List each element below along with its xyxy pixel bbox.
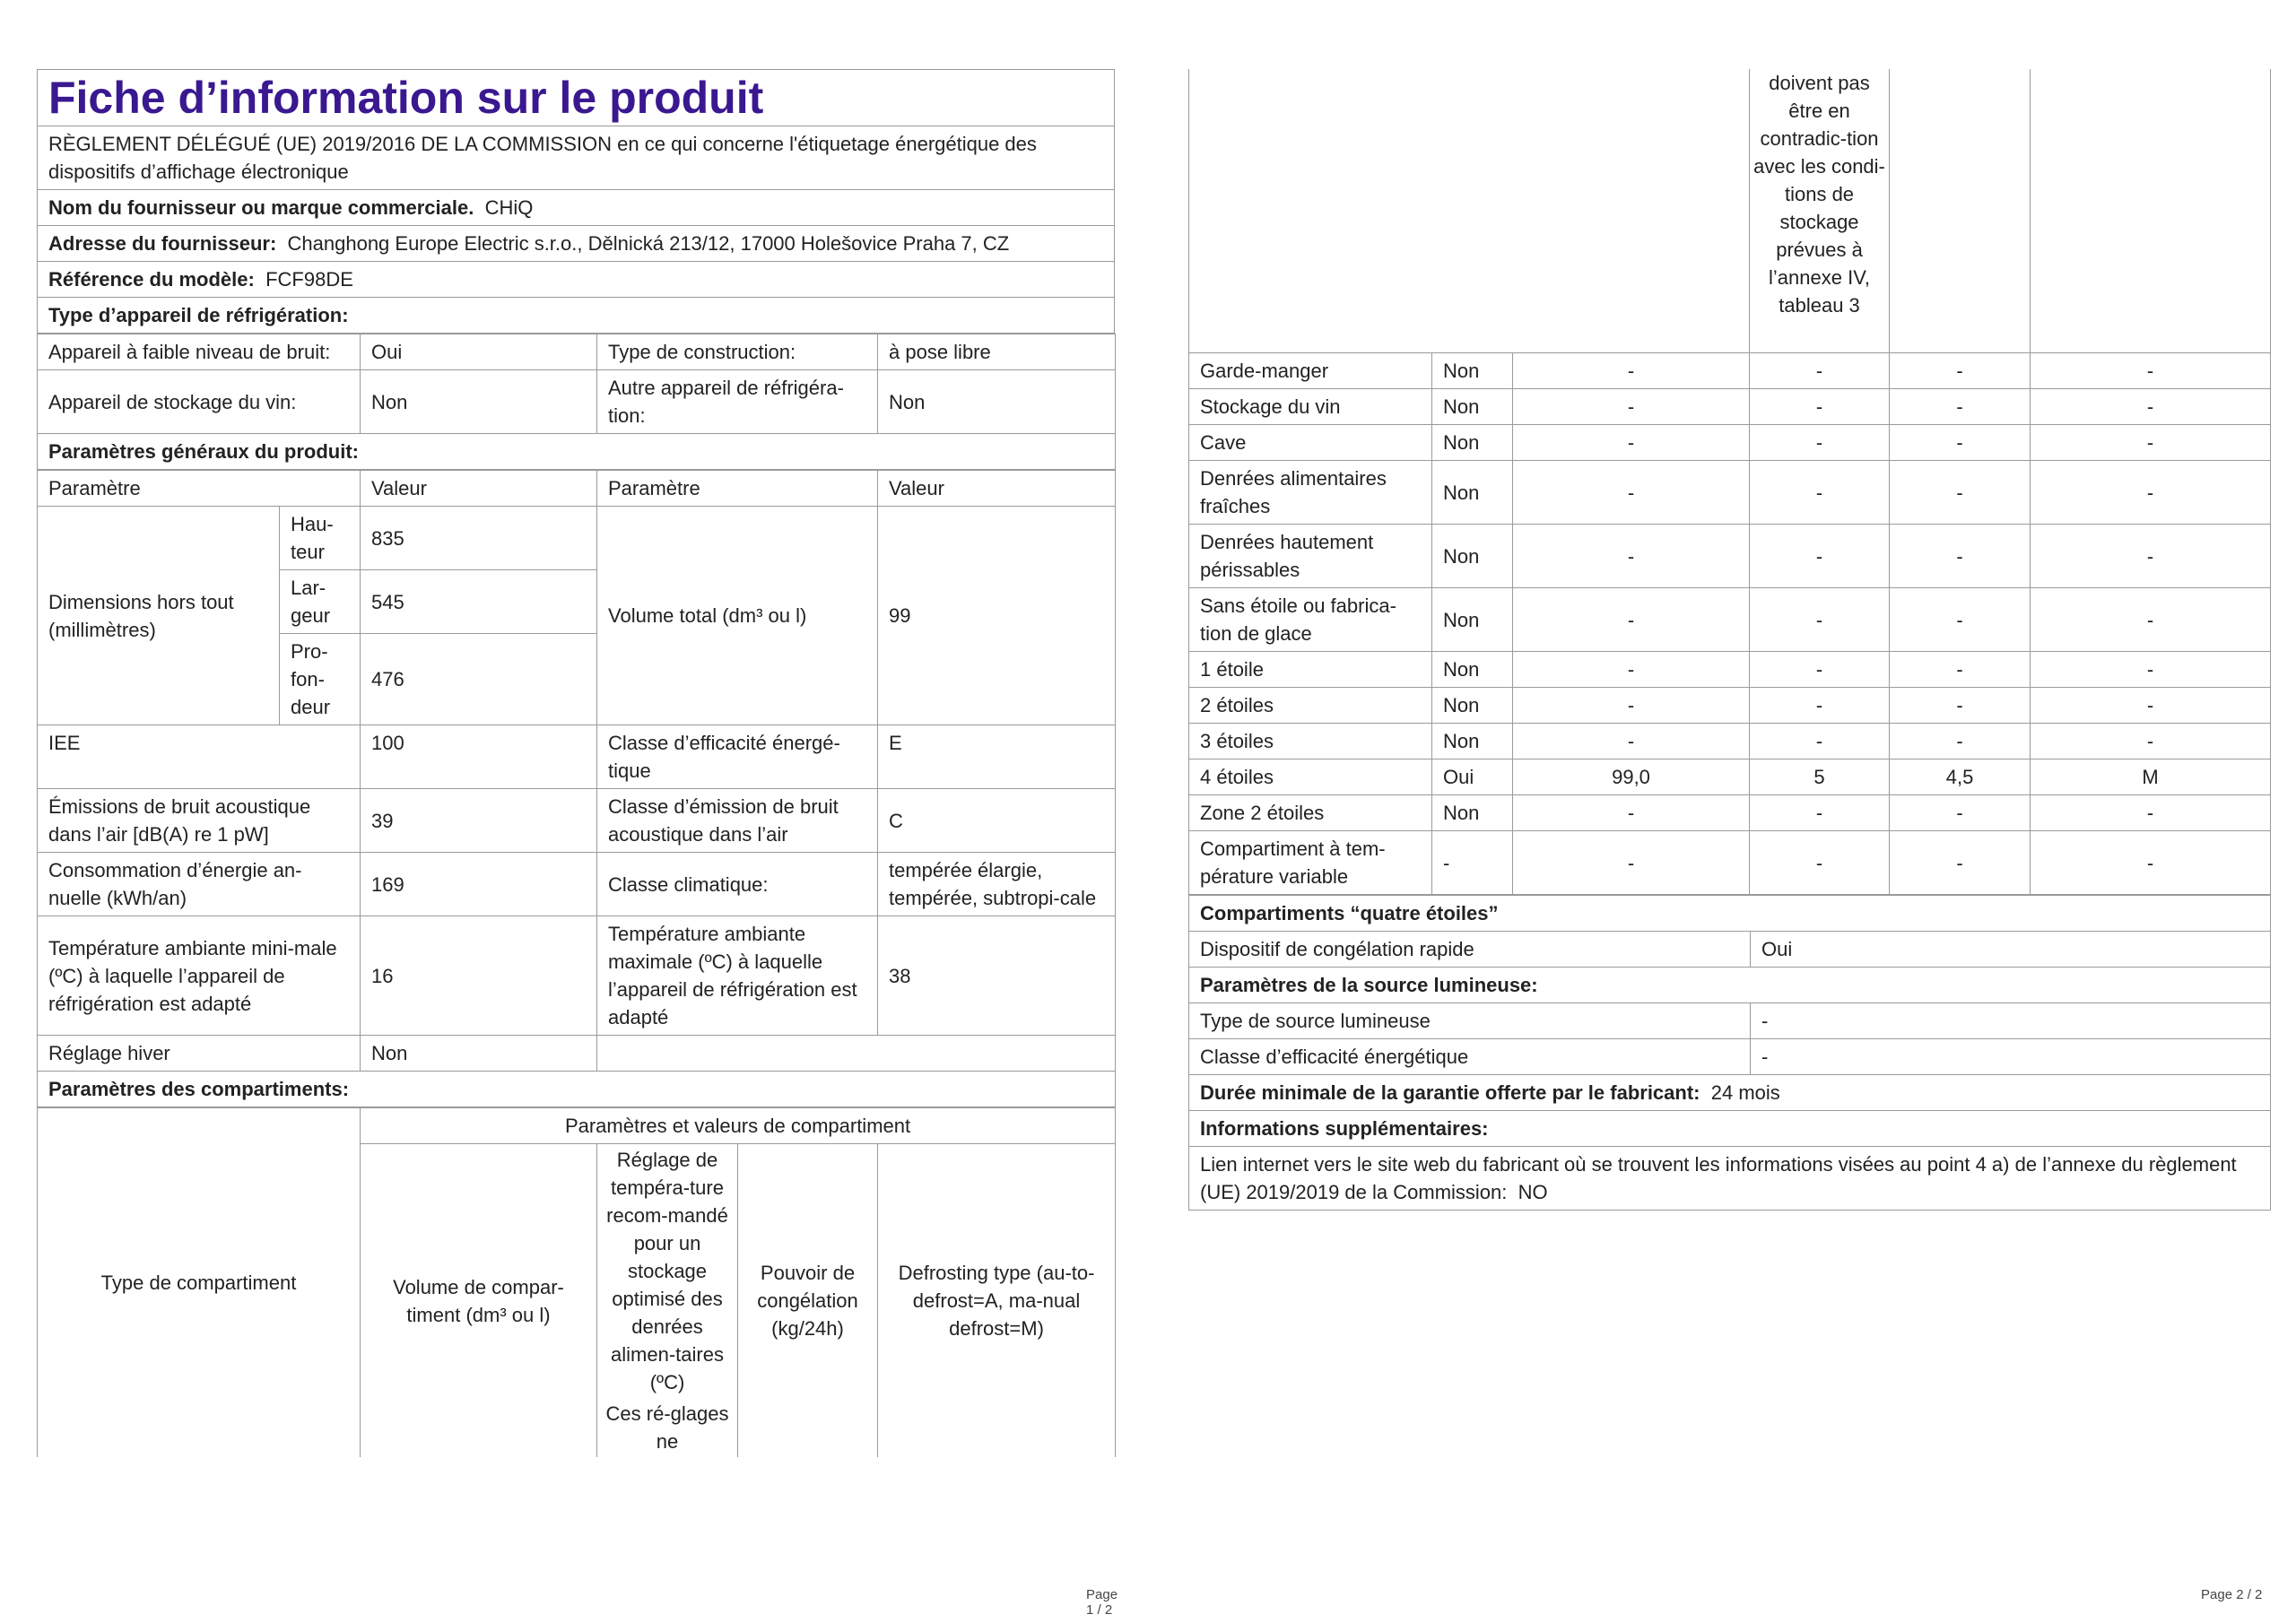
light-class-value: - — [1751, 1039, 2271, 1075]
design-value: à pose libre — [878, 334, 1116, 370]
compartment-row — [1189, 353, 2271, 389]
compartment-temp-cell: - — [1750, 831, 1890, 895]
winter-label: Réglage hiver — [38, 1036, 361, 1072]
compartment-defrost-cell: - — [2031, 724, 2271, 759]
page-footer-2: Page 2 / 2 — [2201, 1587, 2263, 1602]
page-2 — [1188, 69, 2270, 1602]
compartment-volume-cell: - — [1513, 353, 1750, 389]
temp-setting-note-end: doivent pas être en contradic-tion avec les condi-tions de stockage prévues à l’annexe IV, tableau 3 — [1750, 69, 1890, 353]
wine-label: Appareil de stockage du vin: — [38, 370, 361, 434]
temp-setting-label: Réglage de tempéra-ture recom-mandé pour un stockage optimisé des denrées alimen-taires (ºC) — [606, 1149, 728, 1393]
compartment-row — [1189, 831, 2271, 895]
compartment-type-label: Type de compartiment — [38, 1108, 361, 1458]
general-params-heading: Paramètres généraux du produit: — [38, 434, 1116, 470]
compartment-name-cell: 4 étoiles — [1189, 759, 1432, 795]
compartment-volume-label: Volume de compar-timent (dm³ ou l) — [361, 1144, 597, 1458]
compartment-defrost-cell: - — [2031, 652, 2271, 688]
compartment-freezing-cell: 4,5 — [1890, 759, 2031, 795]
compartment-table — [1188, 69, 2271, 895]
compartment-present-cell: Non — [1432, 652, 1513, 688]
temp-setting-cell — [597, 1144, 738, 1458]
compartment-present-cell: Non — [1432, 389, 1513, 425]
compartment-name-cell: Compartiment à tem-pérature variable — [1189, 831, 1432, 895]
compartment-present-cell: Non — [1432, 795, 1513, 831]
supplier-address-label: Adresse du fournisseur: — [48, 232, 277, 255]
compartment-volume-cell: - — [1513, 425, 1750, 461]
compartment-volume-cell: - — [1513, 831, 1750, 895]
header-table — [37, 69, 1115, 334]
max-temp-label: Température ambiante maximale (ºC) à laquelle l’appareil de réfrigération est adapté — [597, 916, 878, 1036]
compartment-temp-cell: - — [1750, 652, 1890, 688]
additional-info-row — [1189, 1147, 2271, 1211]
compartment-header-table — [37, 1107, 1116, 1457]
compartment-row — [1189, 525, 2271, 588]
eei-label: IEE — [38, 725, 361, 789]
compartment-defrost-cell: - — [2031, 425, 2271, 461]
volume-value: 99 — [878, 507, 1116, 725]
low-noise-value: Oui — [361, 334, 597, 370]
compartment-freezing-cell: - — [1890, 425, 2031, 461]
compartment-temp-cell: - — [1750, 795, 1890, 831]
compartment-name-cell: Stockage du vin — [1189, 389, 1432, 425]
climate-value: tempérée élargie, tempérée, subtropi-cale — [878, 853, 1116, 916]
general-params-table — [37, 470, 1116, 1107]
appliance-type-table — [37, 334, 1116, 470]
page-footer-1: Page 1 / 2 — [1086, 1587, 1118, 1618]
compartment-row — [1189, 652, 2271, 688]
compartment-row — [1189, 688, 2271, 724]
compartment-defrost-cell: - — [2031, 525, 2271, 588]
supplier-name-value: CHiQ — [484, 196, 534, 219]
compartment-volume-cell: - — [1513, 724, 1750, 759]
low-noise-label: Appareil à faible niveau de bruit: — [38, 334, 361, 370]
compartment-temp-cell: - — [1750, 525, 1890, 588]
compartment-volume-cell: - — [1513, 652, 1750, 688]
compartment-volume-cell: - — [1513, 461, 1750, 525]
min-temp-label: Température ambiante mini-male (ºC) à laquelle l’appareil de réfrigération est adapté — [38, 916, 361, 1036]
compartment-freezing-cell: - — [1890, 525, 2031, 588]
compartment-temp-cell: - — [1750, 688, 1890, 724]
additional-info-value: NO — [1518, 1181, 1548, 1203]
compartment-freezing-cell: - — [1890, 652, 2031, 688]
light-class-label: Classe d’efficacité énergétique — [1189, 1039, 1751, 1075]
compartment-present-cell: Non — [1432, 724, 1513, 759]
compartment-defrost-cell: - — [2031, 588, 2271, 652]
compartment-present-cell: Non — [1432, 688, 1513, 724]
compartment-name-cell: 1 étoile — [1189, 652, 1432, 688]
light-type-value: - — [1751, 1003, 2271, 1039]
light-source-heading: Paramètres de la source lumineuse: — [1189, 968, 2271, 1003]
freezing-continuation-blank — [1890, 69, 2031, 353]
depth-value: 476 — [361, 634, 597, 725]
four-star-heading: Compartiments “quatre étoiles” — [1189, 896, 2271, 932]
model-row — [38, 262, 1115, 298]
width-label: Lar-geur — [280, 570, 361, 634]
col-value-2: Valeur — [878, 471, 1116, 507]
compartment-name-cell: Zone 2 étoiles — [1189, 795, 1432, 831]
dimensions-label: Dimensions hors tout (millimètres) — [38, 507, 280, 725]
appliance-type-heading: Type d’appareil de réfrigération: — [38, 298, 1115, 334]
supplier-address-row — [38, 226, 1115, 262]
compartment-freezing-cell: - — [1890, 353, 2031, 389]
supplier-address-value: Changhong Europe Electric s.r.o., Dělnická 213/12, 17000 Holešovice Praha 7, CZ — [287, 232, 1010, 255]
four-star-table — [1188, 895, 2271, 1211]
compartment-name-cell: 2 étoiles — [1189, 688, 1432, 724]
compartment-row — [1189, 724, 2271, 759]
energy-class-value: E — [878, 725, 1116, 789]
compartment-name-cell: Denrées alimentaires fraîches — [1189, 461, 1432, 525]
compartment-name-cell: Cave — [1189, 425, 1432, 461]
wine-value: Non — [361, 370, 597, 434]
compartment-temp-cell: - — [1750, 588, 1890, 652]
volume-label: Volume total (dm³ ou l) — [597, 507, 878, 725]
compartment-freezing-cell: - — [1890, 389, 2031, 425]
warranty-row — [1189, 1075, 2271, 1111]
noise-value: 39 — [361, 789, 597, 853]
compartment-row — [1189, 389, 2271, 425]
compartment-freezing-cell: - — [1890, 724, 2031, 759]
compartment-present-cell: Non — [1432, 461, 1513, 525]
compartment-temp-cell: - — [1750, 461, 1890, 525]
energy-class-label: Classe d’efficacité énergé-tique — [597, 725, 878, 789]
supplier-name-label: Nom du fournisseur ou marque commerciale. — [48, 196, 474, 219]
compartment-params-heading: Paramètres des compartiments: — [38, 1072, 1116, 1107]
compartment-temp-cell: 5 — [1750, 759, 1890, 795]
freezing-label: Pouvoir de congélation (kg/24h) — [738, 1144, 878, 1458]
winter-value: Non — [361, 1036, 597, 1072]
compartment-temp-cell: - — [1750, 389, 1890, 425]
compartment-defrost-cell: - — [2031, 795, 2271, 831]
height-value: 835 — [361, 507, 597, 570]
compartment-volume-cell: - — [1513, 588, 1750, 652]
fast-freeze-label: Dispositif de congélation rapide — [1189, 932, 1751, 968]
compartment-volume-cell: - — [1513, 688, 1750, 724]
compartment-freezing-cell: - — [1890, 795, 2031, 831]
col-param-1: Paramètre — [38, 471, 361, 507]
compartment-name-cell: 3 étoiles — [1189, 724, 1432, 759]
compartment-present-cell: Non — [1432, 588, 1513, 652]
compartment-defrost-cell: - — [2031, 688, 2271, 724]
compartment-row — [1189, 759, 2271, 795]
compartment-defrost-cell: - — [2031, 831, 2271, 895]
col-value-1: Valeur — [361, 471, 597, 507]
noise-class-label: Classe d’émission de bruit acoustique dans l’air — [597, 789, 878, 853]
compartment-row — [1189, 588, 2271, 652]
fast-freeze-value: Oui — [1751, 932, 2271, 968]
document-title: Fiche d’information sur le produit — [38, 70, 1115, 126]
other-appliance-value: Non — [878, 370, 1116, 434]
model-label: Référence du modèle: — [48, 268, 255, 291]
compartment-row — [1189, 795, 2271, 831]
defrost-continuation-blank — [2031, 69, 2271, 353]
height-label: Hau-teur — [280, 507, 361, 570]
compartment-row — [1189, 425, 2271, 461]
compartment-present-cell: Non — [1432, 425, 1513, 461]
compartment-present-cell: Non — [1432, 525, 1513, 588]
page-1 — [37, 69, 1118, 1618]
compartment-volume-cell: - — [1513, 525, 1750, 588]
light-type-label: Type de source lumineuse — [1189, 1003, 1751, 1039]
additional-info-heading: Informations supplémentaires: — [1189, 1111, 2271, 1147]
supplier-name-row — [38, 190, 1115, 226]
compartment-volume-cell: - — [1513, 389, 1750, 425]
compartment-continuation-blank — [1189, 69, 1750, 353]
compartment-freezing-cell: - — [1890, 461, 2031, 525]
noise-class-value: C — [878, 789, 1116, 853]
model-value: FCF98DE — [265, 268, 353, 291]
width-value: 545 — [361, 570, 597, 634]
compartment-name-cell: Denrées hautement périssables — [1189, 525, 1432, 588]
warranty-label: Durée minimale de la garantie offerte par le fabricant: — [1200, 1081, 1700, 1104]
compartment-freezing-cell: - — [1890, 688, 2031, 724]
consumption-value: 169 — [361, 853, 597, 916]
compartment-temp-cell: - — [1750, 724, 1890, 759]
additional-info-text: Lien internet vers le site web du fabricant où se trouvent les informations visées au point 4 a) de l’annexe du règlement (UE) 2019/2019 de la Commission: — [1200, 1153, 2237, 1203]
defrost-label: Defrosting type (au-to-defrost=A, ma-nual defrost=M) — [878, 1144, 1116, 1458]
col-param-2: Paramètre — [597, 471, 878, 507]
compartment-defrost-cell: - — [2031, 461, 2271, 525]
compartment-rows — [1189, 353, 2271, 895]
compartment-volume-cell: 99,0 — [1513, 759, 1750, 795]
depth-label: Pro-fon-deur — [280, 634, 361, 725]
compartment-present-cell: - — [1432, 831, 1513, 895]
consumption-label: Consommation d’énergie an-nuelle (kWh/an) — [38, 853, 361, 916]
empty-cell — [597, 1036, 1116, 1072]
compartment-volume-cell: - — [1513, 795, 1750, 831]
compartment-present-cell: Oui — [1432, 759, 1513, 795]
regulation-text: RÈGLEMENT DÉLÉGUÉ (UE) 2019/2016 DE LA COMMISSION en ce qui concerne l'étiquetage énergétique des dispositifs d’affichage électronique — [38, 126, 1115, 190]
warranty-value: 24 mois — [1710, 1081, 1780, 1104]
eei-value: 100 — [361, 725, 597, 789]
other-appliance-label: Autre appareil de réfrigéra-tion: — [597, 370, 878, 434]
compartment-temp-cell: - — [1750, 353, 1890, 389]
compartment-freezing-cell: - — [1890, 831, 2031, 895]
compartment-defrost-cell: - — [2031, 389, 2271, 425]
compartment-name-cell: Garde-manger — [1189, 353, 1432, 389]
climate-label: Classe climatique: — [597, 853, 878, 916]
max-temp-value: 38 — [878, 916, 1116, 1036]
compartment-params-label: Paramètres et valeurs de compartiment — [361, 1108, 1116, 1144]
compartment-defrost-cell: M — [2031, 759, 2271, 795]
compartment-defrost-cell: - — [2031, 353, 2271, 389]
compartment-freezing-cell: - — [1890, 588, 2031, 652]
design-label: Type de construction: — [597, 334, 878, 370]
temp-setting-note-start: Ces ré-glages ne — [605, 1402, 729, 1453]
compartment-name-cell: Sans étoile ou fabrica-tion de glace — [1189, 588, 1432, 652]
compartment-present-cell: Non — [1432, 353, 1513, 389]
compartment-row — [1189, 461, 2271, 525]
compartment-temp-cell: - — [1750, 425, 1890, 461]
noise-label: Émissions de bruit acoustique dans l’air [dB(A) re 1 pW] — [38, 789, 361, 853]
min-temp-value: 16 — [361, 916, 597, 1036]
